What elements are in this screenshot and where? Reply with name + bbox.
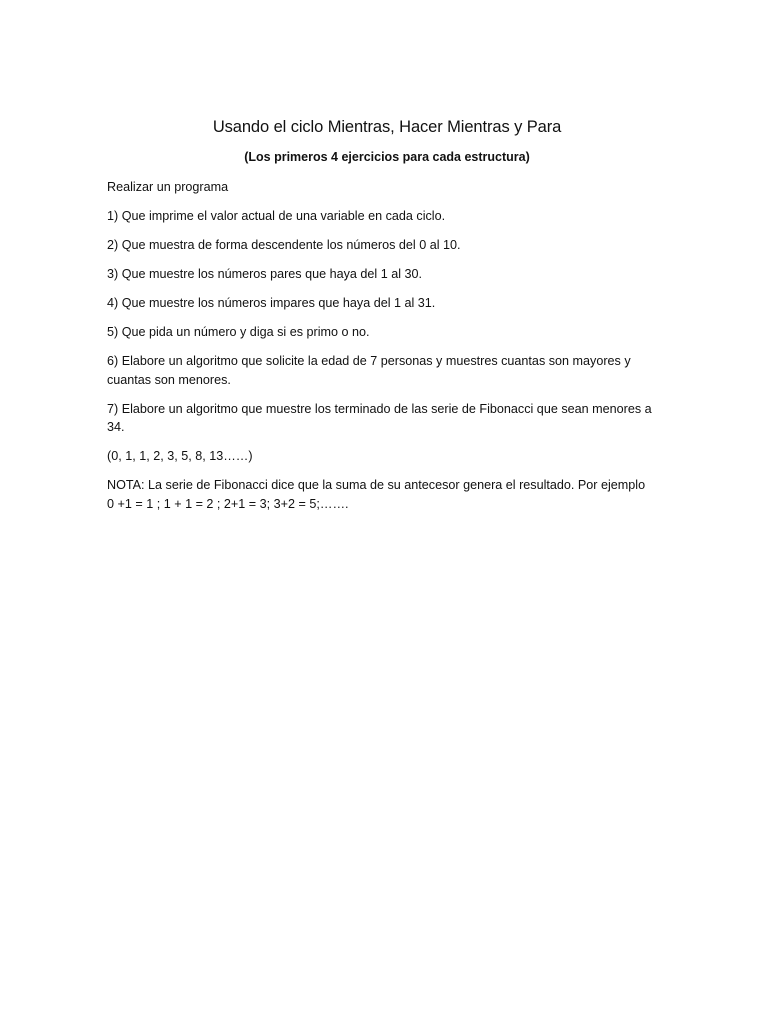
exercise-item-1: 1) Que imprime el valor actual de una variable en cada ciclo. [107, 209, 446, 223]
exercise-item-2: 2) Que muestra de forma descendente los números del 0 al 10. [107, 238, 461, 252]
exercise-item-7: 7) Elabore un algoritmo que muestre los terminado de las serie de Fibonacci que sean menores a 34. [107, 401, 652, 434]
fibonacci-sequence: (0, 1, 1, 2, 3, 5, 8, 13……) [107, 449, 253, 463]
exercise-item-6: 6) Elabore un algoritmo que solicite la edad de 7 personas y muestres cuantas son mayores y cuantas son menores. [107, 354, 631, 387]
document-title: Usando el ciclo Mientras, Hacer Mientras y Para [212, 118, 562, 136]
exercise-item-4: 4) Que muestre los números impares que haya del 1 al 31. [107, 296, 436, 310]
exercise-item-5: 5) Que pida un número y diga si es primo o no. [107, 325, 370, 339]
intro-text: Realizar un programa [107, 180, 229, 194]
note-paragraph: NOTA: La serie de Fibonacci dice que la suma de su antecesor genera el resultado. Por ejemplo 0 +1 = 1 ; 1 + 1 = 2 ; 2+1 = 3; 3+2 = 5;……. [107, 478, 646, 511]
exercise-item-3: 3) Que muestre los números pares que haya del 1 al 30. [107, 267, 423, 281]
document-subtitle: (Los primeros 4 ejercicios para cada estructura) [244, 150, 530, 164]
document-page [107, 118, 655, 524]
